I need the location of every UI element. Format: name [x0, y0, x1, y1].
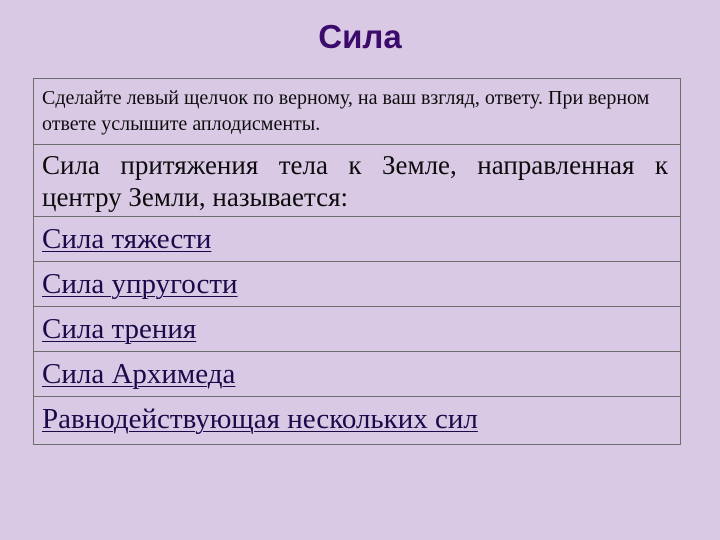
answer-option-label[interactable]: Сила упругости: [42, 268, 238, 300]
answer-option-elasticity[interactable]: [34, 262, 680, 307]
slide-title: Сила: [318, 18, 402, 55]
answer-option-resultant[interactable]: [34, 397, 680, 444]
answer-option-label[interactable]: Равнодействующая нескольких сил: [42, 403, 478, 435]
instructions-text: Сделайте левый щелчок по верному, на ваш взгляд, ответу. При верном ответе услышите аплодисменты.: [34, 79, 680, 145]
quiz-table: [33, 78, 681, 445]
answer-option-archimedes[interactable]: [34, 352, 680, 397]
answer-option-label[interactable]: Сила трения: [42, 313, 197, 345]
question-text: Сила притяжения тела к Земле, направленная к центру Земли, называется:: [34, 145, 680, 217]
answer-option-label[interactable]: Сила Архимеда: [42, 358, 236, 390]
answer-option-label[interactable]: Сила тяжести: [42, 223, 212, 255]
answer-option-gravity[interactable]: [34, 217, 680, 262]
answer-option-friction[interactable]: [34, 307, 680, 352]
